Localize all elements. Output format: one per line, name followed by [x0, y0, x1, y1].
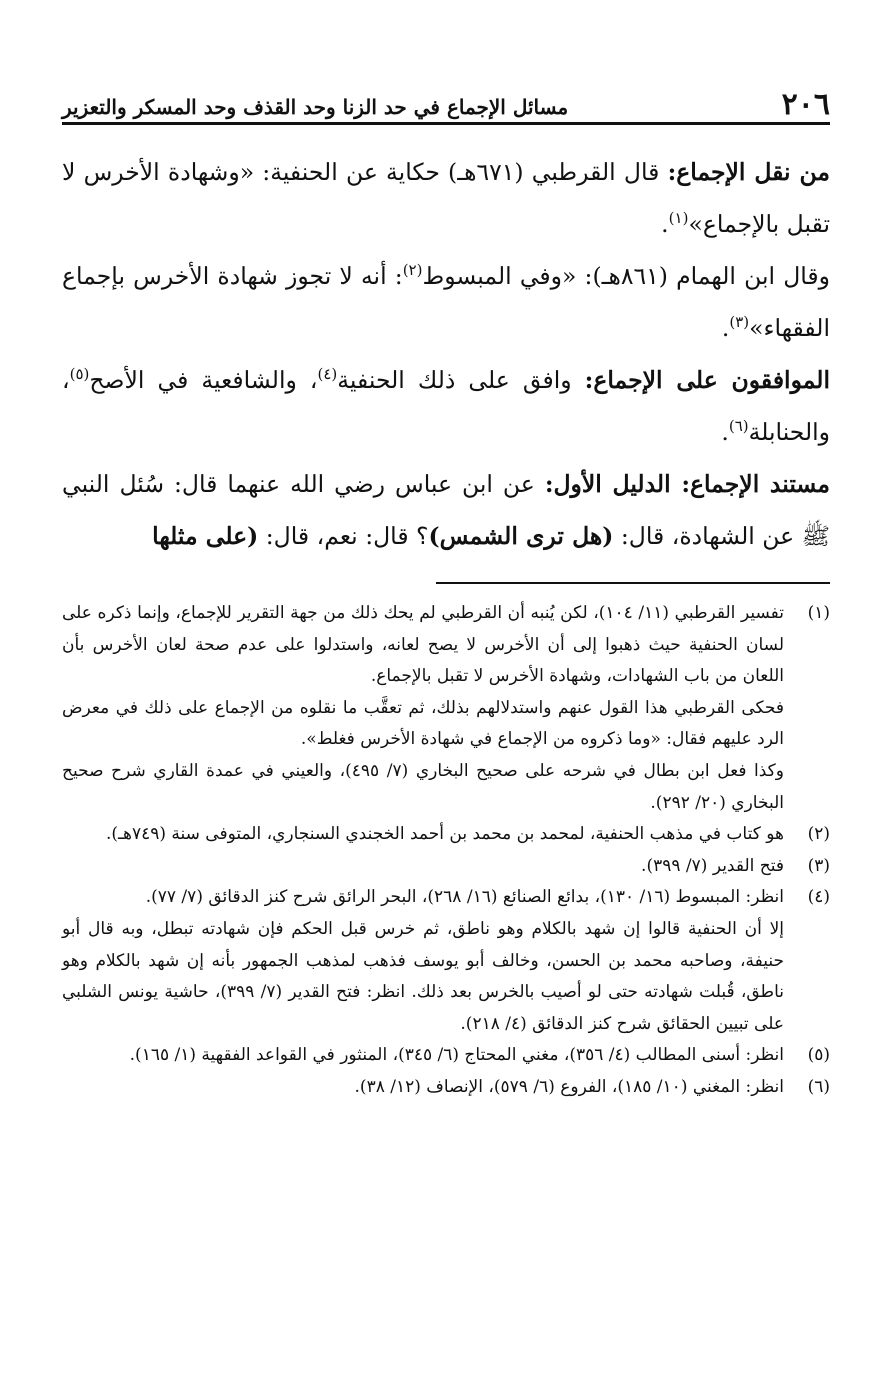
footnote-6 — [62, 1072, 830, 1104]
page-header — [62, 82, 830, 120]
paragraph-text: عن ابن عباس رضي الله عنهما قال: سُئل النبي ﷺ عن الشهادة، قال: — [62, 470, 830, 550]
footnote-text: هو كتاب في مذهب الحنفية، لمحمد بن محمد بن أحمد الخجندي السنجاري، المتوفى سنة (٧٤٩هـ). — [105, 824, 784, 845]
footnote-4 — [62, 882, 830, 1040]
footnote-number: (٢) — [807, 824, 830, 845]
paragraph-text: وافق على ذلك الحنفية — [337, 366, 585, 394]
paragraph-text: قال القرطبي (٦٧١هـ) حكاية عن الحنفية: «وشهادة الأخرس لا تقبل بالإجماع» — [62, 158, 830, 238]
paragraph-end: . — [721, 314, 730, 342]
running-title: مسائل الإجماع في حد الزنا وحد القذف وحد المسكر والتعزير — [62, 95, 569, 119]
footnote-text: انظر: المبسوط (١٦/ ١٣٠)، بدائع الصنائع (١٦/ ٢٦٨)، البحر الرائق شرح كنز الدقائق (٧/ ٧٧). — [145, 887, 784, 908]
footnote-text: فحكى القرطبي هذا القول عنهم واستدلالهم بذلك، ثم تعقَّب ما نقلوه من الإجماع على ذلك في معرض الرد عليهم فقال: «وما ذكروه من الإجماع في شهادة الأخرس فغلط». — [62, 697, 784, 750]
footnote-1 — [62, 598, 830, 819]
page-number: ٢٠٦ — [781, 87, 830, 122]
footnote-body — [62, 598, 784, 819]
paragraph-end: . — [721, 418, 729, 446]
paragraph-text: ، والحنابلة — [62, 366, 830, 446]
footnote-number: (٣) — [807, 855, 830, 876]
footnote-ref: (٤) — [317, 365, 338, 384]
hadith-quote: (على مثلها — [152, 522, 259, 550]
footnote-ref: (١) — [668, 209, 689, 228]
paragraph-evidence — [62, 458, 830, 562]
footnote-ref: (٣) — [729, 313, 750, 332]
footnote-text: انظر: أسنى المطالب (٤/ ٣٥٦)، مغني المحتاج (٦/ ٣٤٥)، المنثور في القواعد الفقهية (١/ ١٦٥). — [129, 1045, 784, 1066]
main-text — [62, 146, 830, 562]
section-lead: مستند الإجماع: الدليل الأول: — [544, 470, 830, 498]
footnote-3 — [62, 851, 830, 883]
footnotes — [62, 598, 830, 1104]
paragraph-ijma-transmitters — [62, 146, 830, 250]
section-lead: الموافقون على الإجماع: — [584, 366, 830, 394]
footnote-text: إلا أن الحنفية قالوا إن شهد بالكلام وهو ناطق، ثم خرس قبل الحكم فإن شهادته تبطل، وبه قال أبو حنيفة، وصاحبه محمد بن الحسن، وخالف أبو يوسف فذهب لمذهب الجمهور بأنه إن شهد بالكلام وهو ناطق، قُبلت شهادته حتى لو أصيب بالخرس بعد ذلك. انظر: فتح القدير (٧/ ٣٩٩)، حاشية يونس الشلبي على تبيين الحقائق شرح كنز الدقائق (٤/ ٢١٨). — [62, 918, 784, 1034]
footnote-number: (١) — [807, 603, 830, 623]
paragraph-text: : أنه لا تجوز شهادة الأخرس بإجماع الفقهاء» — [62, 262, 830, 342]
footnote-body — [62, 882, 784, 1040]
footnote-text: وكذا فعل ابن بطال في شرحه على صحيح البخاري (٧/ ٤٩٥)، والعيني في عمدة القاري شرح صحيح البخاري (٢٠/ ٢٩٢). — [62, 760, 784, 813]
footnote-body — [62, 1040, 784, 1072]
footnote-ref: (٦) — [728, 417, 749, 436]
paragraph-text: ، والشافعية في الأصح — [89, 366, 318, 394]
footnote-5 — [62, 1040, 830, 1072]
paragraph-end: . — [661, 210, 669, 238]
header-rule — [62, 122, 830, 125]
paragraph-text: وقال ابن الهمام (٨٦١هـ): «وفي المبسوط — [422, 262, 831, 290]
footnote-text: فتح القدير (٧/ ٣٩٩). — [641, 855, 784, 876]
footnote-text: تفسير القرطبي (١١/ ١٠٤)، لكن يُنبه أن القرطبي لم يحك ذلك من جهة التقرير للإجماع، وإنما ذكره على لسان الحنفية حيث ذهبوا إلى أن الأخرس لا يصح لعانه، واستدلوا على عدم صحة لعان الأخرس بأن اللعان من باب الشهادات، وشهادة الأخرس لا تقبل بالإجماع. — [62, 603, 784, 687]
footnote-2 — [62, 819, 830, 851]
footnote-number: (٦) — [807, 1076, 830, 1097]
footnote-ref: (٥) — [69, 365, 90, 384]
footnote-ref: (٢) — [402, 261, 423, 280]
footnote-body — [62, 1072, 784, 1104]
section-lead: من نقل الإجماع: — [667, 158, 830, 186]
footnote-body — [62, 819, 784, 851]
paragraph-text: ؟ قال: نعم، قال: — [258, 522, 429, 550]
paragraph-agreeing-schools — [62, 354, 830, 458]
footnote-text: انظر: المغني (١٠/ ١٨٥)، الفروع (٦/ ٥٧٩)، الإنصاف (١٢/ ٣٨). — [354, 1076, 784, 1097]
footnote-separator — [436, 582, 830, 584]
footnote-number: (٤) — [807, 887, 830, 908]
hadith-quote: (هل ترى الشمس) — [428, 522, 614, 550]
paragraph-ibn-al-humam — [62, 250, 830, 354]
footnote-number: (٥) — [807, 1045, 830, 1066]
footnote-body — [62, 851, 784, 883]
